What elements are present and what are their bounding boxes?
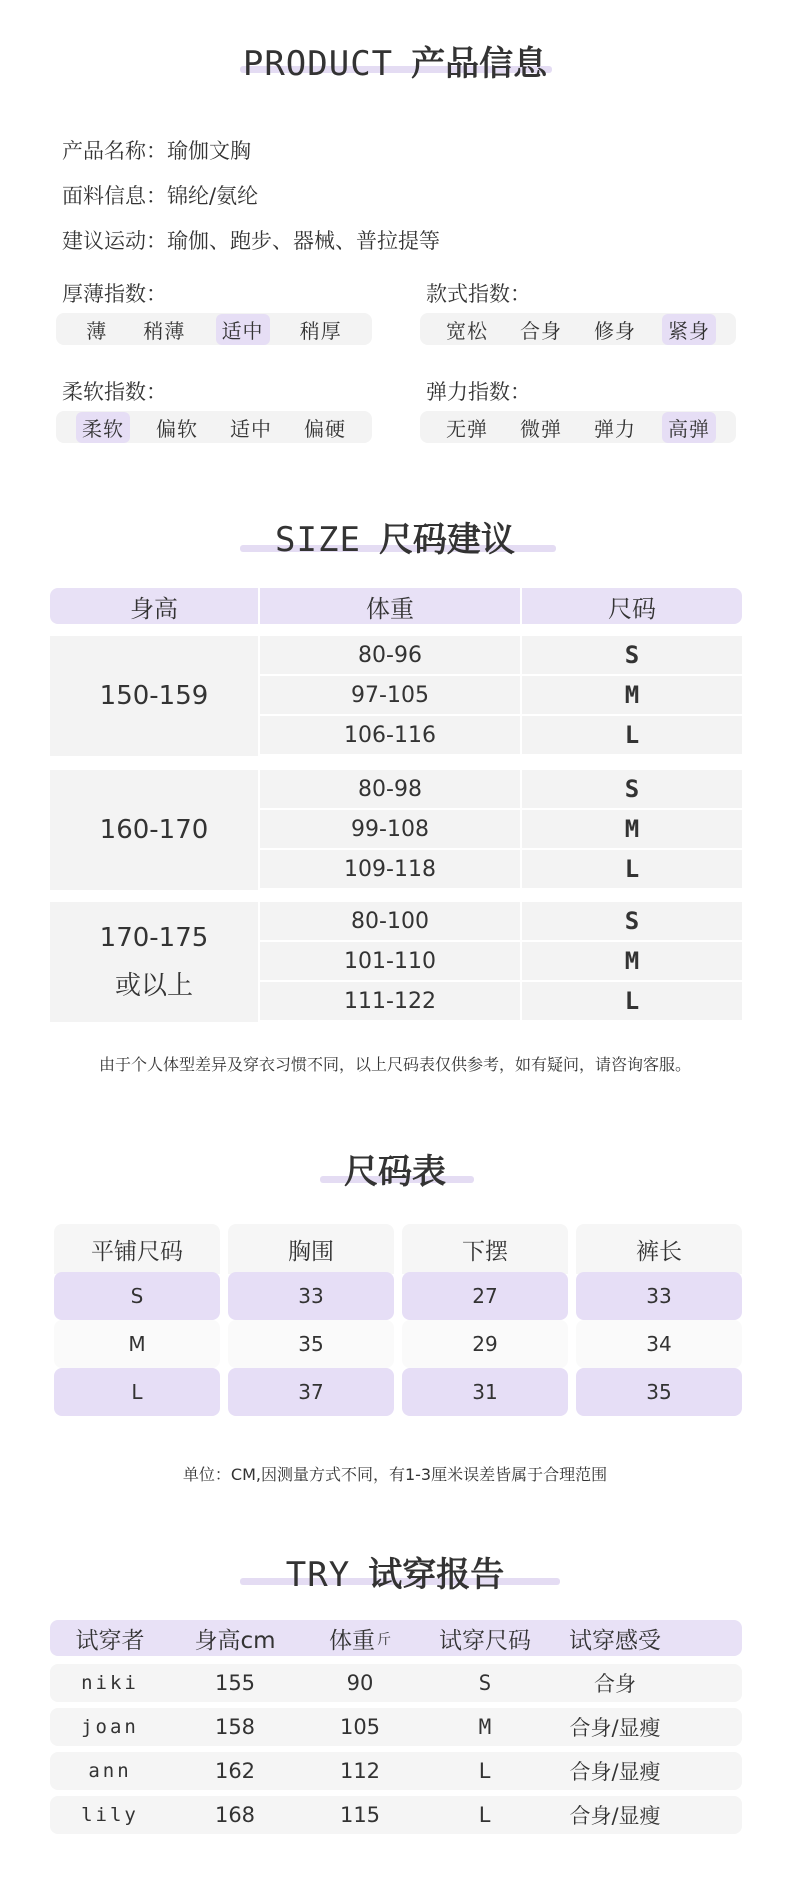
weight-range-cell: 97-105 xyxy=(260,676,520,714)
thickness-index-bar xyxy=(56,313,372,345)
size-chart-cell: S xyxy=(54,1272,220,1320)
weight-range-cell: 80-98 xyxy=(260,770,520,808)
softness-index-bar xyxy=(56,411,372,443)
try-header-cell xyxy=(50,1622,170,1655)
weight-range-cell: 101-110 xyxy=(260,942,520,980)
index-option: 稍薄 xyxy=(143,318,186,343)
try-row xyxy=(50,1796,742,1834)
size-letter-cell: M xyxy=(522,676,742,714)
style-index-label: 款式指数： xyxy=(426,282,531,306)
try-cell: 115 xyxy=(339,1803,381,1827)
index-option: 适中 xyxy=(216,314,270,345)
size-chart-cell: 37 xyxy=(228,1368,394,1416)
size-chart-header: 裤长 xyxy=(576,1224,742,1274)
try-cell: 105 xyxy=(339,1715,381,1739)
size-chart-note: 单位：CM,因测量方式不同，有1-3厘米误差皆属于合理范围 xyxy=(182,1465,608,1484)
size-chart-cell: 27 xyxy=(402,1272,568,1320)
product-title-cn: 产品信息 xyxy=(411,44,548,84)
try-header-text: 体重 xyxy=(329,1627,375,1654)
try-cell: 合身 xyxy=(594,1672,636,1696)
try-cell: niki xyxy=(81,1672,139,1694)
try-cell: joan xyxy=(81,1716,139,1738)
try-cell: 112 xyxy=(339,1759,381,1783)
thickness-index-label: 厚薄指数： xyxy=(62,282,167,306)
height-range-text: 150-159 xyxy=(99,681,209,711)
weight-range-cell: 106-116 xyxy=(260,716,520,754)
size-chart-header: 胸围 xyxy=(228,1224,394,1274)
try-cell: L xyxy=(478,1759,492,1783)
elasticity-index-label: 弹力指数： xyxy=(426,380,531,404)
size-letter-cell: M xyxy=(522,810,742,848)
index-option: 偏硬 xyxy=(304,416,346,441)
try-cell: 158 xyxy=(214,1715,256,1739)
size-letter-cell: S xyxy=(522,636,742,674)
size-title-en: SIZE xyxy=(275,520,361,560)
size-header-cell: 体重 xyxy=(260,588,520,624)
size-header-cell: 尺码 xyxy=(522,588,742,624)
index-option: 偏软 xyxy=(156,416,198,441)
try-cell: 90 xyxy=(346,1671,374,1695)
weight-range-cell: 109-118 xyxy=(260,850,520,888)
try-cell: 155 xyxy=(214,1671,256,1695)
height-range-text: 170-175 xyxy=(99,923,209,953)
size-chart-cell: 29 xyxy=(402,1320,568,1368)
try-row xyxy=(50,1752,742,1790)
index-option: 无弹 xyxy=(446,416,488,441)
size-chart-cell: L xyxy=(54,1368,220,1416)
height-range-cell xyxy=(50,636,258,756)
height-range-text: 或以上 xyxy=(114,971,193,1001)
info-product-name: 产品名称：瑜伽文胸 xyxy=(62,139,251,163)
try-header-text: 试穿者 xyxy=(75,1627,145,1654)
size-chart-cell: 35 xyxy=(576,1368,742,1416)
index-option: 薄 xyxy=(86,318,108,343)
size-chart-cell: M xyxy=(54,1320,220,1368)
try-cell: ann xyxy=(88,1760,132,1782)
index-option: 弹力 xyxy=(594,416,636,441)
index-option: 紧身 xyxy=(662,314,716,345)
info-sports: 建议运动：瑜伽、跑步、器械、普拉提等 xyxy=(62,229,440,253)
try-header-text: 试穿尺码 xyxy=(439,1627,531,1654)
size-letter-cell: L xyxy=(522,982,742,1020)
try-cell: 168 xyxy=(214,1803,256,1827)
index-option: 宽松 xyxy=(446,318,488,343)
height-range-cell xyxy=(50,902,258,1022)
try-title-cn: 试穿报告 xyxy=(368,1555,505,1595)
size-chart-cell: 33 xyxy=(228,1272,394,1320)
product-title-en: PRODUCT xyxy=(242,44,394,84)
try-cell: 合身/显瘦 xyxy=(569,1760,661,1784)
try-cell: S xyxy=(478,1671,492,1695)
height-range-text: 160-170 xyxy=(99,815,209,845)
try-row xyxy=(50,1708,742,1746)
try-header-text: 试穿感受 xyxy=(569,1627,661,1654)
size-letter-cell: S xyxy=(522,770,742,808)
try-cell: 合身/显瘦 xyxy=(569,1804,661,1828)
index-option: 稍厚 xyxy=(299,318,342,343)
weight-range-cell: 80-96 xyxy=(260,636,520,674)
size-letter-cell: L xyxy=(522,850,742,888)
weight-range-cell: 80-100 xyxy=(260,902,520,940)
weight-range-cell: 99-108 xyxy=(260,810,520,848)
try-row xyxy=(50,1664,742,1702)
size-note: 由于个人体型差异及穿衣习惯不同，以上尺码表仅供参考，如有疑问，请咨询客服。 xyxy=(98,1055,691,1074)
size-letter-cell: S xyxy=(522,902,742,940)
index-option: 高弹 xyxy=(662,412,716,443)
size-chart-cell: 35 xyxy=(228,1320,394,1368)
size-letter-cell: M xyxy=(522,942,742,980)
index-option: 柔软 xyxy=(76,412,130,443)
weight-range-cell: 111-122 xyxy=(260,982,520,1020)
try-header-cell xyxy=(300,1622,420,1655)
size-chart-cell: 34 xyxy=(576,1320,742,1368)
try-section-title xyxy=(0,1547,790,1596)
size-header-cell: 身高 xyxy=(50,588,258,624)
size-chart-cell: 33 xyxy=(576,1272,742,1320)
index-option: 合身 xyxy=(520,318,562,343)
index-option: 适中 xyxy=(230,416,272,441)
info-fabric: 面料信息：锦纶/氨纶 xyxy=(62,184,259,208)
try-cell: 162 xyxy=(214,1759,256,1783)
softness-index-label: 柔软指数： xyxy=(62,380,167,404)
try-header-cell xyxy=(550,1622,680,1655)
try-header-text: 身高cm xyxy=(194,1627,276,1654)
elasticity-index-bar xyxy=(420,411,736,443)
try-header-row xyxy=(50,1620,742,1656)
product-section-title xyxy=(0,36,790,85)
size-title-cn: 尺码建议 xyxy=(378,520,515,560)
weight-unit-text: 斤 xyxy=(377,1631,391,1648)
index-option: 微弹 xyxy=(520,416,562,441)
size-letter-cell: L xyxy=(522,716,742,754)
size-section-title xyxy=(0,512,790,561)
index-option: 修身 xyxy=(594,318,636,343)
size-chart-cell: 31 xyxy=(402,1368,568,1416)
try-cell: L xyxy=(478,1803,492,1827)
try-cell: M xyxy=(478,1715,492,1739)
try-cell: 合身/显瘦 xyxy=(569,1716,661,1740)
try-header-cell xyxy=(420,1622,550,1655)
size-chart-header: 平铺尺码 xyxy=(54,1224,220,1274)
try-cell: lily xyxy=(81,1804,139,1826)
size-chart-header: 下摆 xyxy=(402,1224,568,1274)
style-index-bar xyxy=(420,313,736,345)
try-title-en: TRY xyxy=(285,1555,351,1595)
try-header-cell xyxy=(170,1622,300,1655)
height-range-cell xyxy=(50,770,258,890)
size-chart-section-title: 尺码表 xyxy=(344,1152,446,1192)
